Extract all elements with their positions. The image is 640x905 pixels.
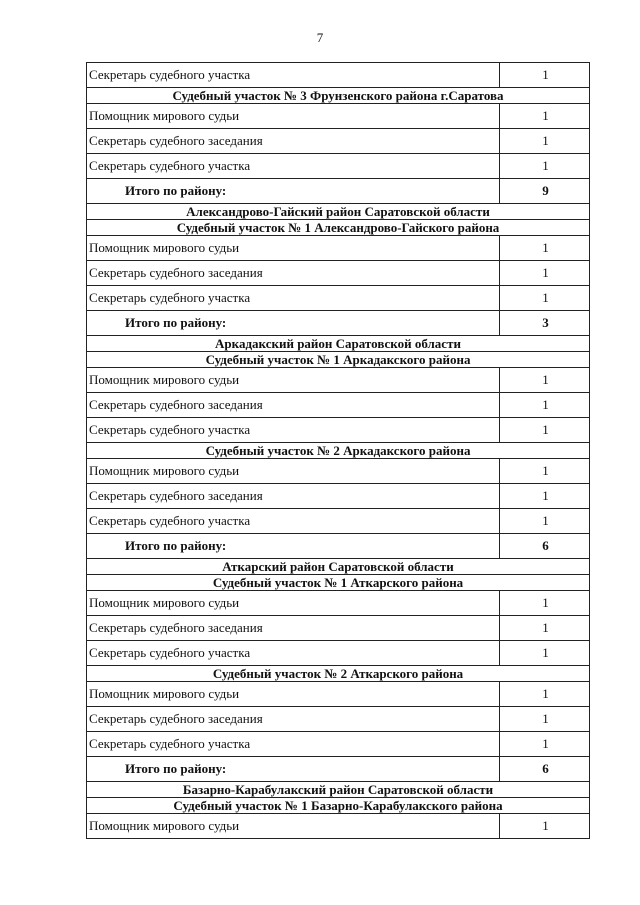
position-label: Помощник мирового судьи	[87, 814, 500, 839]
position-count: 1	[500, 682, 590, 707]
position-count: 1	[500, 104, 590, 129]
position-label: Помощник мирового судьи	[87, 591, 500, 616]
section-header: Судебный участок № 3 Фрунзенского района г.Саратова	[87, 88, 590, 104]
table-row	[87, 236, 590, 261]
section-header-row	[87, 666, 590, 682]
table-row	[87, 484, 590, 509]
section-header: Александрово-Гайский район Саратовской области	[87, 204, 590, 220]
section-header-row	[87, 352, 590, 368]
total-value: 6	[500, 757, 590, 782]
table-row	[87, 591, 590, 616]
position-count: 1	[500, 154, 590, 179]
table-row	[87, 63, 590, 88]
position-label: Помощник мирового судьи	[87, 104, 500, 129]
position-count: 1	[500, 129, 590, 154]
position-label: Секретарь судебного заседания	[87, 261, 500, 286]
position-label: Секретарь судебного участка	[87, 641, 500, 666]
position-count: 1	[500, 459, 590, 484]
total-label: Итого по району:	[87, 757, 500, 782]
staff-table	[86, 62, 590, 839]
position-label: Помощник мирового судьи	[87, 236, 500, 261]
total-row	[87, 311, 590, 336]
position-label: Помощник мирового судьи	[87, 368, 500, 393]
position-label: Секретарь судебного участка	[87, 286, 500, 311]
section-header-row	[87, 204, 590, 220]
table-row	[87, 641, 590, 666]
position-label: Секретарь судебного участка	[87, 63, 500, 88]
section-header: Базарно-Карабулакский район Саратовской области	[87, 782, 590, 798]
table-row	[87, 682, 590, 707]
table-row	[87, 707, 590, 732]
total-value: 9	[500, 179, 590, 204]
section-header-row	[87, 220, 590, 236]
section-header-row	[87, 443, 590, 459]
page-number: 7	[316, 30, 324, 45]
position-count: 1	[500, 393, 590, 418]
table-row	[87, 261, 590, 286]
position-label: Помощник мирового судьи	[87, 682, 500, 707]
section-header: Судебный участок № 1 Аткарского района	[87, 575, 590, 591]
section-header: Судебный участок № 1 Базарно-Карабулакского района	[87, 798, 590, 814]
position-label: Секретарь судебного участка	[87, 154, 500, 179]
position-label: Секретарь судебного заседания	[87, 129, 500, 154]
position-count: 1	[500, 591, 590, 616]
position-count: 1	[500, 261, 590, 286]
position-label: Секретарь судебного участка	[87, 509, 500, 534]
position-count: 1	[500, 418, 590, 443]
table-row	[87, 368, 590, 393]
section-header: Судебный участок № 2 Аткарского района	[87, 666, 590, 682]
total-label: Итого по району:	[87, 179, 500, 204]
total-label: Итого по району:	[87, 534, 500, 559]
position-label: Секретарь судебного участка	[87, 732, 500, 757]
position-count: 1	[500, 732, 590, 757]
table-row	[87, 509, 590, 534]
table-row	[87, 459, 590, 484]
position-label: Секретарь судебного участка	[87, 418, 500, 443]
table-row	[87, 393, 590, 418]
position-count: 1	[500, 814, 590, 839]
table-row	[87, 286, 590, 311]
section-header-row	[87, 782, 590, 798]
table-row	[87, 104, 590, 129]
table-row	[87, 616, 590, 641]
section-header: Аркадакский район Саратовской области	[87, 336, 590, 352]
table-row	[87, 814, 590, 839]
table-row	[87, 129, 590, 154]
position-label: Помощник мирового судьи	[87, 459, 500, 484]
table-row	[87, 732, 590, 757]
section-header-row	[87, 575, 590, 591]
section-header-row	[87, 559, 590, 575]
position-count: 1	[500, 236, 590, 261]
position-count: 1	[500, 484, 590, 509]
total-row	[87, 534, 590, 559]
position-label: Секретарь судебного заседания	[87, 707, 500, 732]
total-value: 3	[500, 311, 590, 336]
total-row	[87, 179, 590, 204]
position-count: 1	[500, 368, 590, 393]
position-label: Секретарь судебного заседания	[87, 616, 500, 641]
position-count: 1	[500, 641, 590, 666]
section-header: Судебный участок № 1 Александрово-Гайского района	[87, 220, 590, 236]
section-header-row	[87, 336, 590, 352]
position-count: 1	[500, 509, 590, 534]
total-value: 6	[500, 534, 590, 559]
total-label: Итого по району:	[87, 311, 500, 336]
section-header: Аткарский район Саратовской области	[87, 559, 590, 575]
position-count: 1	[500, 286, 590, 311]
position-count: 1	[500, 707, 590, 732]
position-count: 1	[500, 616, 590, 641]
total-row	[87, 757, 590, 782]
position-count: 1	[500, 63, 590, 88]
section-header-row	[87, 798, 590, 814]
section-header-row	[87, 88, 590, 104]
position-label: Секретарь судебного заседания	[87, 393, 500, 418]
section-header: Судебный участок № 2 Аркадакского района	[87, 443, 590, 459]
table-row	[87, 154, 590, 179]
position-label: Секретарь судебного заседания	[87, 484, 500, 509]
table-row	[87, 418, 590, 443]
section-header: Судебный участок № 1 Аркадакского района	[87, 352, 590, 368]
